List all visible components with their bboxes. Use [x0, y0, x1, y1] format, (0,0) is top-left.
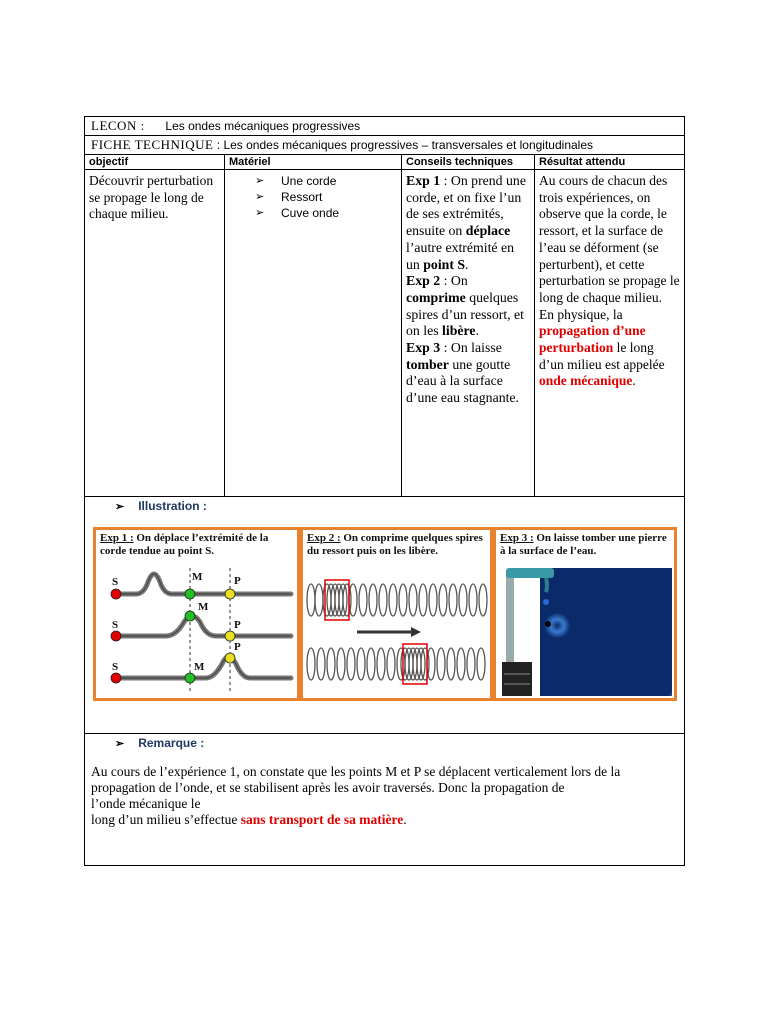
conseils-cell: Exp 1 : On prend une corde, et on fixe l’un de ses extrémités, ensuite on déplace l’autre extrémité en un point S. Exp 2 : On comprime quelques spires d’un ressort, et on les libère. Exp 3 : On laisse tomber une goutte d’eau à la surface d’une eau stagnante.	[402, 170, 535, 497]
arrow-bullet-icon: ➢	[255, 191, 265, 203]
spring-diagram	[303, 574, 490, 694]
water-ripple-diagram	[496, 558, 674, 698]
resultat-cell: Au cours de chacun des trois expériences, on observe que la corde, le ressort, et la surface de l’eau se déforment (se perturbent), et cette perturbation se propage le long de chaque milieu. En physique, la propagation d’une perturbation le long d’un milieu est appelée onde mécanique.	[535, 170, 685, 497]
point-p-label: P	[234, 575, 241, 587]
panel-exp2	[303, 530, 490, 698]
panel-exp2-caption: Exp 2 : On comprime quelques spires du ressort puis on les libère.	[307, 532, 483, 557]
point-s-label: S	[112, 576, 119, 588]
arrow-bullet-icon: ➢	[115, 738, 125, 750]
objectif-cell	[85, 170, 225, 497]
lesson-row	[85, 117, 685, 136]
svg-text:S: S	[112, 661, 119, 673]
fiche-row	[85, 136, 685, 155]
fiche-label: FICHE TECHNIQUE	[91, 137, 214, 152]
panel-exp3-caption: Exp 3 : On laisse tomber une pierre à la surface de l’eau.	[500, 532, 667, 557]
materiel-item: ➢ Une corde	[255, 174, 337, 188]
arrow-bullet-icon: ➢	[255, 175, 265, 187]
fiche-title: : Les ondes mécaniques progressives – transversales et longitudinales	[213, 138, 593, 152]
illustration-cell	[85, 497, 685, 734]
header-resultat: Résultat attendu	[535, 155, 685, 170]
illustration-frame	[93, 527, 677, 701]
svg-text:M: M	[198, 601, 209, 613]
header-conseils: Conseils techniques	[402, 155, 535, 170]
lesson-table	[84, 116, 685, 866]
remarque-text: Au cours de l’expérience 1, on constate que les points M et P se déplacent verticalement lors de la propagation de l’onde, et se stabilisent après les avoir traversés. Donc la propagation de l’onde mécanique le long d’un milieu s’effectue sans transport de sa matière.	[91, 764, 621, 827]
panel-exp1-caption: Exp 1 : On déplace l’extrémité de la corde tendue au point S.	[100, 532, 269, 557]
materiel-item: ➢ Ressort	[255, 190, 323, 204]
lesson-label: LECON :	[91, 118, 145, 133]
content-row	[85, 170, 685, 497]
remarque-cell	[85, 734, 685, 866]
rope-diagram	[96, 558, 297, 698]
objectif-text: Découvrir perturbation se propage le long de chaque milieu.	[89, 173, 214, 222]
materiel-item: ➢ Cuve onde	[255, 206, 340, 220]
remarque-row	[85, 734, 685, 866]
panel-exp1	[96, 530, 297, 698]
column-headers	[85, 155, 685, 170]
remarque-heading: ➢ Remarque :	[115, 736, 205, 750]
svg-text:P: P	[234, 619, 241, 631]
panel-exp3	[496, 530, 674, 698]
lesson-sheet	[84, 116, 684, 866]
svg-text:P: P	[234, 641, 241, 653]
materiel-cell	[225, 170, 402, 497]
illustration-heading: ➢ Illustration :	[115, 499, 207, 513]
svg-text:S: S	[112, 619, 119, 631]
illustration-row	[85, 497, 685, 734]
arrow-bullet-icon: ➢	[255, 207, 265, 219]
header-objectif: objectif	[85, 155, 225, 170]
svg-text:M: M	[194, 661, 205, 673]
lesson-title: Les ondes mécaniques progressives	[165, 119, 361, 133]
arrow-bullet-icon: ➢	[115, 501, 125, 513]
materiel-list	[229, 173, 397, 221]
point-m-label: M	[192, 571, 203, 583]
header-materiel: Matériel	[225, 155, 402, 170]
